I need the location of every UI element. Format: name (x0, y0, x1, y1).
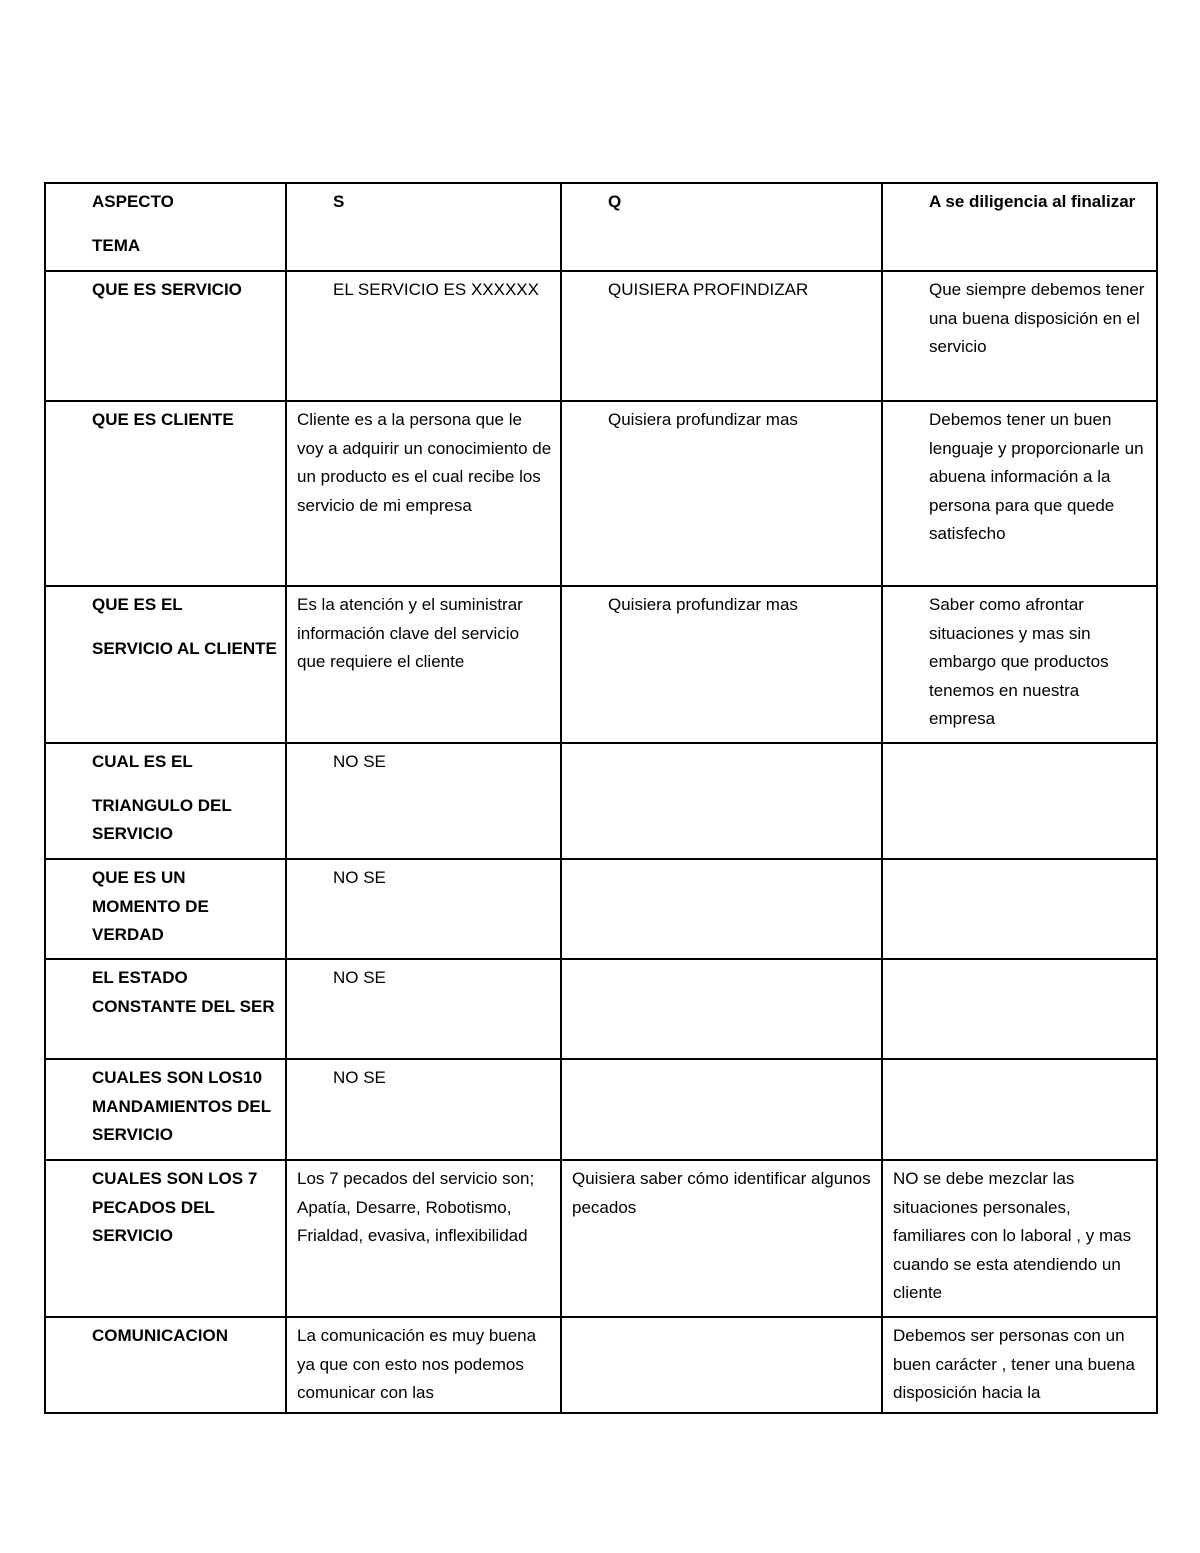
tema-text: CUALES SON LOS 7 PECADOS DEL SERVICIO (92, 1169, 258, 1245)
header-q-label: Q (608, 192, 622, 211)
tema-text: QUE ES SERVICIO (92, 280, 242, 299)
table-row (45, 586, 1157, 743)
header-a-cell (882, 183, 1157, 271)
tema-text: QUE ES CLIENTE (92, 410, 234, 429)
tema-text-continued: TRIANGULO DEL SERVICIO (92, 795, 232, 843)
s-cell (286, 1317, 561, 1413)
tema-cell (45, 743, 286, 859)
header-a-label: A se diligencia al finalizar (929, 192, 1136, 211)
q-cell (561, 859, 882, 959)
a-text: Debemos tener un buen lenguaje y proporcionarle un abuena información a la persona para que quede satisfecho (929, 410, 1144, 543)
header-s-label: S (333, 192, 345, 211)
header-row (45, 183, 1157, 271)
tema-text: QUE ES UN MOMENTO DE VERDAD (92, 868, 209, 944)
a-cell (882, 401, 1157, 586)
s-cell (286, 743, 561, 859)
reflection-table (44, 182, 1158, 1414)
q-text: Quisiera profundizar mas (608, 410, 798, 429)
q-text: Quisiera saber cómo identificar algunos pecados (572, 1169, 871, 1217)
a-text: Que siempre debemos tener una buena disposición en el servicio (929, 280, 1145, 356)
tema-cell (45, 271, 286, 401)
a-text: NO se debe mezclar las situaciones personales, familiares con lo laboral , y mas cuando se esta atendiendo un cliente (893, 1169, 1132, 1302)
a-cell (882, 859, 1157, 959)
table-row (45, 959, 1157, 1059)
tema-text-continued: SERVICIO AL CLIENTE (92, 638, 277, 658)
table-row (45, 1317, 1157, 1413)
table-row (45, 859, 1157, 959)
s-cell (286, 1160, 561, 1317)
table-row (45, 401, 1157, 586)
header-aspecto-label: ASPECTO (92, 192, 174, 211)
a-cell (882, 1059, 1157, 1160)
q-text: QUISIERA PROFINDIZAR (608, 280, 809, 299)
tema-text: EL ESTADO CONSTANTE DEL SER (92, 968, 275, 1016)
s-text: NO SE (333, 752, 386, 771)
s-cell (286, 586, 561, 743)
a-cell (882, 586, 1157, 743)
tema-cell (45, 859, 286, 959)
q-cell (561, 271, 882, 401)
tema-cell (45, 1317, 286, 1413)
s-cell (286, 1059, 561, 1160)
table-row (45, 271, 1157, 401)
s-text: NO SE (333, 868, 386, 887)
table-row (45, 743, 1157, 859)
a-cell (882, 271, 1157, 401)
s-cell (286, 401, 561, 586)
a-cell (882, 1160, 1157, 1317)
s-text: Los 7 pecados del servicio son; Apatía, Desarre, Robotismo, Frialdad, evasiva, inflexibilidad (297, 1169, 535, 1245)
q-text: Quisiera profundizar mas (608, 595, 798, 614)
q-cell (561, 401, 882, 586)
s-text: NO SE (333, 1068, 386, 1087)
s-text: Es la atención y el suministrar información clave del servicio que requiere el cliente (297, 595, 523, 671)
tema-text: CUALES SON LOS10 MANDAMIENTOS DEL SERVICIO (92, 1068, 271, 1144)
tema-text: COMUNICACION (92, 1326, 228, 1345)
q-cell (561, 1160, 882, 1317)
s-text: La comunicación es muy buena ya que con esto nos podemos comunicar con las (297, 1326, 537, 1402)
q-cell (561, 743, 882, 859)
a-cell (882, 1317, 1157, 1413)
header-s-cell (286, 183, 561, 271)
a-cell (882, 959, 1157, 1059)
tema-cell (45, 1059, 286, 1160)
tema-cell (45, 1160, 286, 1317)
s-text: NO SE (333, 968, 386, 987)
tema-text: QUE ES EL (92, 595, 183, 614)
q-cell (561, 1059, 882, 1160)
tema-cell (45, 586, 286, 743)
s-cell (286, 271, 561, 401)
a-cell (882, 743, 1157, 859)
table-row (45, 1059, 1157, 1160)
s-text: Cliente es a la persona que le voy a adquirir un conocimiento de un producto es el cual recibe los servicio de mi empresa (297, 410, 552, 515)
header-q-cell (561, 183, 882, 271)
header-aspecto-cell (45, 183, 286, 271)
s-cell (286, 959, 561, 1059)
a-text: Debemos ser personas con un buen carácter , tener una buena disposición hacia la (893, 1326, 1135, 1402)
a-text: Saber como afrontar situaciones y mas sin embargo que productos tenemos en nuestra empresa (929, 595, 1109, 728)
header-tema-label: TEMA (92, 235, 141, 255)
tema-cell (45, 401, 286, 586)
table-row (45, 1160, 1157, 1317)
q-cell (561, 959, 882, 1059)
q-cell (561, 1317, 882, 1413)
tema-text: CUAL ES EL (92, 752, 193, 771)
q-cell (561, 586, 882, 743)
s-cell (286, 859, 561, 959)
s-text: EL SERVICIO ES XXXXXX (333, 280, 539, 299)
tema-cell (45, 959, 286, 1059)
